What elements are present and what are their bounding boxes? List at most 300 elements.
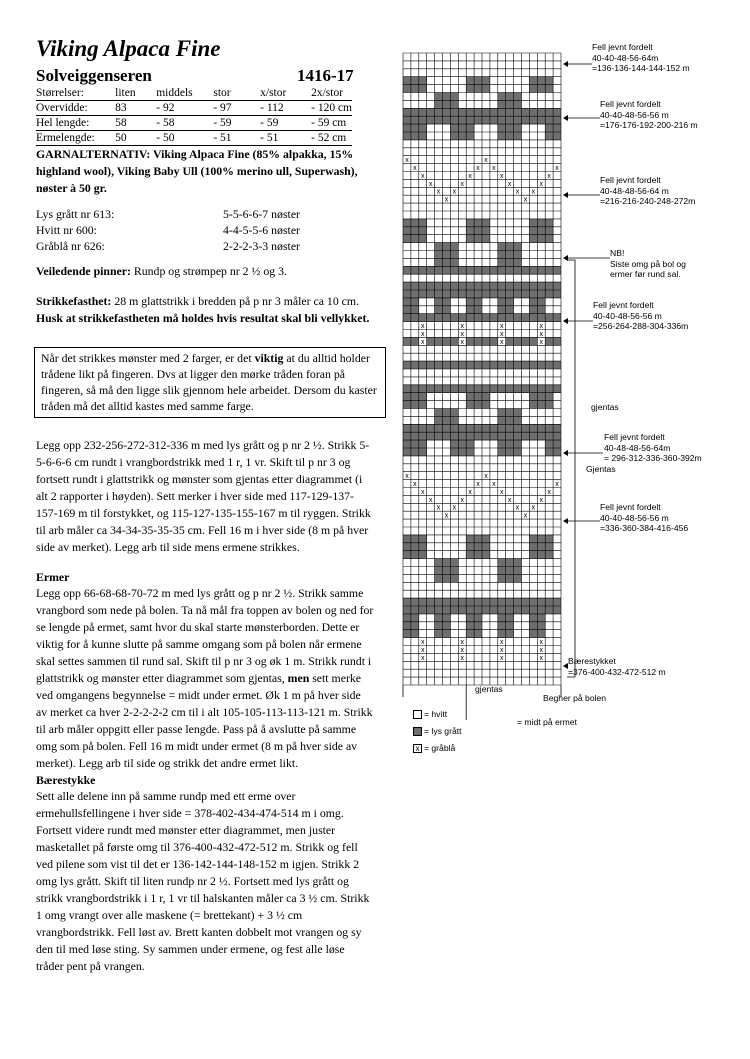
chart-cell xyxy=(403,124,411,132)
chart-cell xyxy=(427,385,435,393)
chart-cell: x xyxy=(500,330,504,338)
chart-cell xyxy=(466,630,474,638)
size-cell: 83 xyxy=(115,101,156,116)
chart-cell: x xyxy=(547,172,551,180)
chart-cell xyxy=(450,258,458,266)
chart-cell xyxy=(466,622,474,630)
legend-swatch-x: x xyxy=(413,744,422,753)
chart-cell xyxy=(498,606,506,614)
chart-cell: x xyxy=(539,646,543,654)
chart-cell xyxy=(443,630,451,638)
annotation-arrowhead xyxy=(563,518,568,524)
chart-cell xyxy=(498,614,506,622)
chart-cell: x xyxy=(460,180,464,188)
chart-cell xyxy=(482,551,490,559)
chart-cell xyxy=(506,606,514,614)
chart-cell: x xyxy=(460,646,464,654)
chart-cell xyxy=(498,440,506,448)
chart-cell xyxy=(498,559,506,567)
chart-cell xyxy=(522,598,530,606)
chart-cell xyxy=(443,243,451,251)
chart-cell xyxy=(403,314,411,322)
chart-cell xyxy=(482,385,490,393)
chart-cell xyxy=(474,598,482,606)
chart-cell xyxy=(403,108,411,116)
annotation-arrowhead xyxy=(563,115,568,121)
chart-cell xyxy=(537,598,545,606)
chart-cell xyxy=(450,132,458,140)
chart-cell xyxy=(419,606,427,614)
chart-cell xyxy=(466,108,474,116)
chart-cell xyxy=(522,606,530,614)
chart-cell xyxy=(537,401,545,409)
chart-cell xyxy=(403,551,411,559)
annotation-line: 40-48-48-56-64 m xyxy=(600,185,669,196)
chart-cell xyxy=(403,424,411,432)
chart-cell xyxy=(419,282,427,290)
chart-cell: x xyxy=(405,157,409,165)
chart-cell xyxy=(411,440,419,448)
chart-cell xyxy=(506,448,514,456)
chart-cell xyxy=(482,598,490,606)
chart-cell xyxy=(537,385,545,393)
chart-cell: x xyxy=(421,646,425,654)
chart-cell xyxy=(427,361,435,369)
chart-cell xyxy=(450,290,458,298)
pattern-title: Viking Alpaca Fine xyxy=(36,36,221,61)
size-cell: x/stor xyxy=(260,86,311,101)
chart-cell xyxy=(403,401,411,409)
chart-cell xyxy=(450,606,458,614)
chart-cell xyxy=(482,227,490,235)
chart-cell xyxy=(411,282,419,290)
tip-text-b: at du alltid holder trådene likt på fingeren. Dvs at ligger den mørke tråden foran på fingeren, så må den ligge slik gjennom hele arbeidet. Dersom du kaster tråden må det alltid kastes med samme farge. xyxy=(41,351,377,413)
chart-cell xyxy=(529,614,537,622)
chart-cell xyxy=(419,424,427,432)
chart-cell xyxy=(529,314,537,322)
chart-cell xyxy=(490,282,498,290)
chart-cell xyxy=(506,622,514,630)
chart-cell xyxy=(403,290,411,298)
chart-cell xyxy=(514,258,522,266)
chart-cell: x xyxy=(444,196,449,204)
chart-cell xyxy=(537,314,545,322)
chart-cell xyxy=(443,574,451,582)
annotation-line: Fell jevnt fordelt xyxy=(600,502,661,512)
chart-cell xyxy=(529,306,537,314)
chart-annotation xyxy=(593,300,688,332)
chart-cell: x xyxy=(452,504,457,512)
chart-cell xyxy=(435,314,443,322)
annotation-line: 40-40-48-56-56 m xyxy=(593,310,662,321)
chart-cell: x xyxy=(476,481,480,488)
chart-cell xyxy=(474,614,482,622)
chart-cell xyxy=(529,543,537,551)
chart-cell xyxy=(506,100,514,108)
chart-cell xyxy=(403,116,411,124)
size-cell: 58 xyxy=(115,116,156,131)
chart-cell xyxy=(411,393,419,401)
chart-cell xyxy=(466,306,474,314)
annotation-line: Fell jevnt fordelt xyxy=(593,300,654,310)
chart-cell xyxy=(435,574,443,582)
chart-cell xyxy=(498,124,506,132)
chart-cell xyxy=(474,85,482,93)
chart-cell: x xyxy=(515,504,520,512)
chart-cell: x xyxy=(539,639,543,646)
chart-cell xyxy=(435,243,443,251)
chart-cell xyxy=(482,282,490,290)
chart-cell xyxy=(435,416,443,424)
chart-cell xyxy=(537,432,545,440)
chart-cell xyxy=(466,132,474,140)
chart-cell xyxy=(498,306,506,314)
chart-cell xyxy=(522,282,530,290)
yarn-color-amount: 4-4-5-5-6 nøster xyxy=(223,223,300,237)
chart-cell xyxy=(403,235,411,243)
chart-cell xyxy=(403,385,411,393)
size-cell: - 51 xyxy=(213,131,260,146)
chart-cell xyxy=(419,551,427,559)
chart-cell xyxy=(537,606,545,614)
chart-cell xyxy=(443,108,451,116)
chart-cell xyxy=(514,416,522,424)
chart-cell xyxy=(458,132,466,140)
chart-cell xyxy=(529,598,537,606)
annotation-line: Bærestykket xyxy=(568,656,616,666)
chart-cell xyxy=(419,77,427,85)
chart-cell xyxy=(474,385,482,393)
chart-cell xyxy=(514,361,522,369)
chart-cell xyxy=(514,424,522,432)
chart-cell xyxy=(450,251,458,259)
chart-cell xyxy=(419,448,427,456)
chart-cell xyxy=(537,116,545,124)
chart-cell xyxy=(450,574,458,582)
chart-cell: x xyxy=(500,323,504,330)
chart-cell xyxy=(514,124,522,132)
chart-cell xyxy=(435,290,443,298)
chart-cell xyxy=(490,385,498,393)
chart-cell xyxy=(514,409,522,417)
chart-cell xyxy=(498,251,506,259)
chart-cell xyxy=(498,100,506,108)
chart-cell xyxy=(443,116,451,124)
gauge-text: 28 m glattstrikk i bredden på p nr 3 måler ca 10 cm. xyxy=(111,294,360,308)
chart-cell xyxy=(553,598,561,606)
chart-cell: x xyxy=(460,330,464,338)
chart-cell xyxy=(419,235,427,243)
annotation-line: =216-216-240-248-272m xyxy=(600,196,696,206)
chart-cell xyxy=(537,235,545,243)
chart-cell xyxy=(474,401,482,409)
chart-cell xyxy=(466,614,474,622)
yarn-color-amount: 2-2-2-3-3 nøster xyxy=(223,239,300,253)
chart-cell xyxy=(450,282,458,290)
chart-cell: x xyxy=(523,196,528,204)
chart-cell xyxy=(537,535,545,543)
chart-cell xyxy=(435,409,443,417)
chart-cell xyxy=(506,251,514,259)
chart-cell: x xyxy=(484,473,488,481)
chart-cell xyxy=(482,290,490,298)
pattern-number: 1416-17 xyxy=(297,66,354,85)
size-cell: - 59 xyxy=(260,116,311,131)
chart-cell xyxy=(450,424,458,432)
chart-cell xyxy=(537,266,545,274)
chart-cell xyxy=(529,227,537,235)
chart-cell xyxy=(411,361,419,369)
chart-cell: x xyxy=(531,188,536,196)
chart-cell xyxy=(435,614,443,622)
chart-cell xyxy=(403,85,411,93)
chart-cell xyxy=(514,574,522,582)
chart-cell: x xyxy=(555,481,559,488)
gauge-warning: Husk at strikkefastheten må holdes hvis resultat skal bli vellykket. xyxy=(36,311,370,325)
chart-cell xyxy=(435,108,443,116)
chart-cell xyxy=(443,361,451,369)
chart-cell xyxy=(522,424,530,432)
annotation-arrowhead xyxy=(563,318,568,324)
chart-cell: x xyxy=(500,172,504,180)
chart-cell xyxy=(443,266,451,274)
chart-annotation xyxy=(591,402,619,413)
chart-cell xyxy=(553,337,561,345)
chart-cell xyxy=(403,132,411,140)
size-cell: liten xyxy=(115,86,156,101)
chart-cell xyxy=(537,630,545,638)
chart-cell xyxy=(466,116,474,124)
chart-cell xyxy=(545,290,553,298)
annotation-line: 40-48-48-56-64m xyxy=(604,442,671,453)
chart-cell xyxy=(427,266,435,274)
chart-cell xyxy=(411,77,419,85)
legend-item xyxy=(413,726,462,736)
chart-cell xyxy=(529,401,537,409)
chart-cell xyxy=(411,385,419,393)
chart-cell xyxy=(537,85,545,93)
chart-cell: x xyxy=(421,488,425,496)
chart-cell: x xyxy=(468,172,472,180)
chart-cell xyxy=(482,108,490,116)
chart-cell xyxy=(514,251,522,259)
chart-cell xyxy=(498,266,506,274)
chart-cell xyxy=(537,393,545,401)
chart-cell xyxy=(403,298,411,306)
chart-cell xyxy=(403,77,411,85)
legend-label: = lys grått xyxy=(424,726,462,736)
chart-cell xyxy=(537,543,545,551)
chart-cell xyxy=(490,432,498,440)
chart-annotation xyxy=(592,42,690,74)
chart-cell xyxy=(458,361,466,369)
chart-cell xyxy=(545,227,553,235)
chart-cell xyxy=(435,100,443,108)
chart-cell xyxy=(537,77,545,85)
chart-cell xyxy=(514,93,522,101)
chart-cell xyxy=(443,598,451,606)
sleeves-text-bold: men xyxy=(287,671,310,685)
chart-cell xyxy=(443,424,451,432)
chart-cell xyxy=(514,559,522,567)
chart-cell xyxy=(529,116,537,124)
annotation-line: Fell jevnt fordelt xyxy=(600,175,661,185)
chart-cell xyxy=(435,306,443,314)
chart-cell xyxy=(498,630,506,638)
chart-cell xyxy=(506,630,514,638)
chart-cell xyxy=(403,598,411,606)
chart-cell xyxy=(522,266,530,274)
chart-cell xyxy=(419,108,427,116)
chart-cell xyxy=(498,282,506,290)
chart-cell xyxy=(419,132,427,140)
chart-cell xyxy=(411,85,419,93)
chart-cell xyxy=(498,314,506,322)
chart-cell: x xyxy=(484,157,488,165)
annotation-line: ermer før rund sal. xyxy=(610,269,681,279)
chart-cell xyxy=(506,574,514,582)
chart-cell xyxy=(411,424,419,432)
chart-cell xyxy=(466,337,474,345)
chart-cell xyxy=(474,432,482,440)
chart-cell xyxy=(529,606,537,614)
size-cell: 50 xyxy=(115,131,156,146)
chart-cell xyxy=(506,440,514,448)
chart-cell xyxy=(450,337,458,345)
chart-cell xyxy=(466,432,474,440)
chart-cell xyxy=(506,598,514,606)
chart-cell xyxy=(450,559,458,567)
chart-cell xyxy=(474,361,482,369)
chart-cell xyxy=(458,424,466,432)
chart-cell: x xyxy=(500,639,504,646)
chart-cell: x xyxy=(507,180,512,188)
chart-cell xyxy=(482,535,490,543)
chart-cell xyxy=(506,93,514,101)
chart-cell xyxy=(537,424,545,432)
chart-cell xyxy=(545,424,553,432)
chart-cell xyxy=(411,535,419,543)
chart-cell: x xyxy=(492,481,496,488)
chart-cell xyxy=(537,622,545,630)
chart-cell xyxy=(450,93,458,101)
chart-cell xyxy=(435,606,443,614)
chart-cell xyxy=(545,235,553,243)
chart-cell xyxy=(443,306,451,314)
chart-cell xyxy=(498,132,506,140)
chart-cell: x xyxy=(531,504,536,512)
chart-cell: x xyxy=(421,338,425,346)
chart-cell xyxy=(545,108,553,116)
size-cell: - 59 xyxy=(213,116,260,131)
chart-cell: x xyxy=(421,639,425,646)
chart-cell xyxy=(443,290,451,298)
annotation-line: Siste omg på bol og xyxy=(610,258,686,269)
chart-cell xyxy=(545,385,553,393)
chart-cell xyxy=(419,385,427,393)
chart-cell: x xyxy=(413,481,417,488)
chart-cell xyxy=(466,219,474,227)
chart-cell xyxy=(545,85,553,93)
chart-cell xyxy=(537,227,545,235)
chart-cell xyxy=(443,100,451,108)
annotation-line: = 296-312-336-360-392m xyxy=(604,453,702,463)
chart-cell xyxy=(435,630,443,638)
chart-cell xyxy=(514,314,522,322)
chart-cell xyxy=(450,409,458,417)
chart-cell xyxy=(506,432,514,440)
legend-swatch-grey xyxy=(413,727,422,736)
sleeves-text-b: sett merke ved omgangens begynnelse = midt under ermet. Øk 1 m på hver side av merket ca hver 2-2-2-2-2 cm til i alt 105-105-113-113-121 m. Strikk til arb måler oppgitt eller passe lengde. Pass på å avslutte på samme omg som på bolen. Fell 16 m midt under ermet (8 m på hver side av merket). Legg arb til side og strikk det andre ermet likt. xyxy=(36,671,373,770)
mid-sleeve-label: = midt på ermet xyxy=(517,717,577,727)
chart-cell xyxy=(498,108,506,116)
chart-cell xyxy=(466,606,474,614)
chart-cell: x xyxy=(500,338,504,346)
chart-cell xyxy=(443,337,451,345)
chart-cell xyxy=(553,361,561,369)
chart-cell xyxy=(474,535,482,543)
chart-cell xyxy=(506,282,514,290)
chart-cell xyxy=(443,416,451,424)
chart-cell: x xyxy=(523,512,528,520)
chart-cell xyxy=(537,614,545,622)
chart-annotation xyxy=(586,432,702,474)
chart-cell xyxy=(537,551,545,559)
chart-cell xyxy=(435,116,443,124)
chart-cell: x xyxy=(421,654,425,662)
chart-cell xyxy=(498,574,506,582)
size-cell: - 120 cm xyxy=(311,102,352,114)
chart-cell xyxy=(435,567,443,575)
chart-cell xyxy=(529,551,537,559)
chart-cell xyxy=(506,124,514,132)
yarn-color-amount: 5-5-6-6-7 nøster xyxy=(223,207,300,221)
chart-cell xyxy=(514,432,522,440)
chart-cell xyxy=(450,266,458,274)
chart-cell xyxy=(474,424,482,432)
chart-cell xyxy=(443,614,451,622)
chart-cell xyxy=(490,116,498,124)
pattern-subtitle: Solveiggenseren xyxy=(36,66,152,85)
chart-cell xyxy=(537,282,545,290)
chart-cell xyxy=(506,258,514,266)
chart-cell: x xyxy=(436,504,441,512)
chart-cell: x xyxy=(515,188,520,196)
chart-cell xyxy=(506,243,514,251)
chart-cell xyxy=(419,85,427,93)
chart-cell xyxy=(403,535,411,543)
chart-cell: x xyxy=(539,338,543,346)
chart-cell xyxy=(403,266,411,274)
chart-cell xyxy=(411,551,419,559)
chart-cell: x xyxy=(555,165,559,172)
size-cell: - 50 xyxy=(156,131,213,146)
size-cell: Hel lengde: xyxy=(36,116,115,131)
chart-cell xyxy=(435,385,443,393)
chart-cell xyxy=(450,567,458,575)
chart-cell xyxy=(498,290,506,298)
chart-cell xyxy=(545,124,553,132)
chart-cell xyxy=(490,606,498,614)
chart-cell xyxy=(435,282,443,290)
chart-cell xyxy=(419,440,427,448)
chart-cell xyxy=(450,124,458,132)
annotation-line: Fell jevnt fordelt xyxy=(600,99,661,109)
chart-cell xyxy=(553,266,561,274)
chart-cell xyxy=(514,243,522,251)
chart-cell xyxy=(482,219,490,227)
chart-cell xyxy=(506,559,514,567)
